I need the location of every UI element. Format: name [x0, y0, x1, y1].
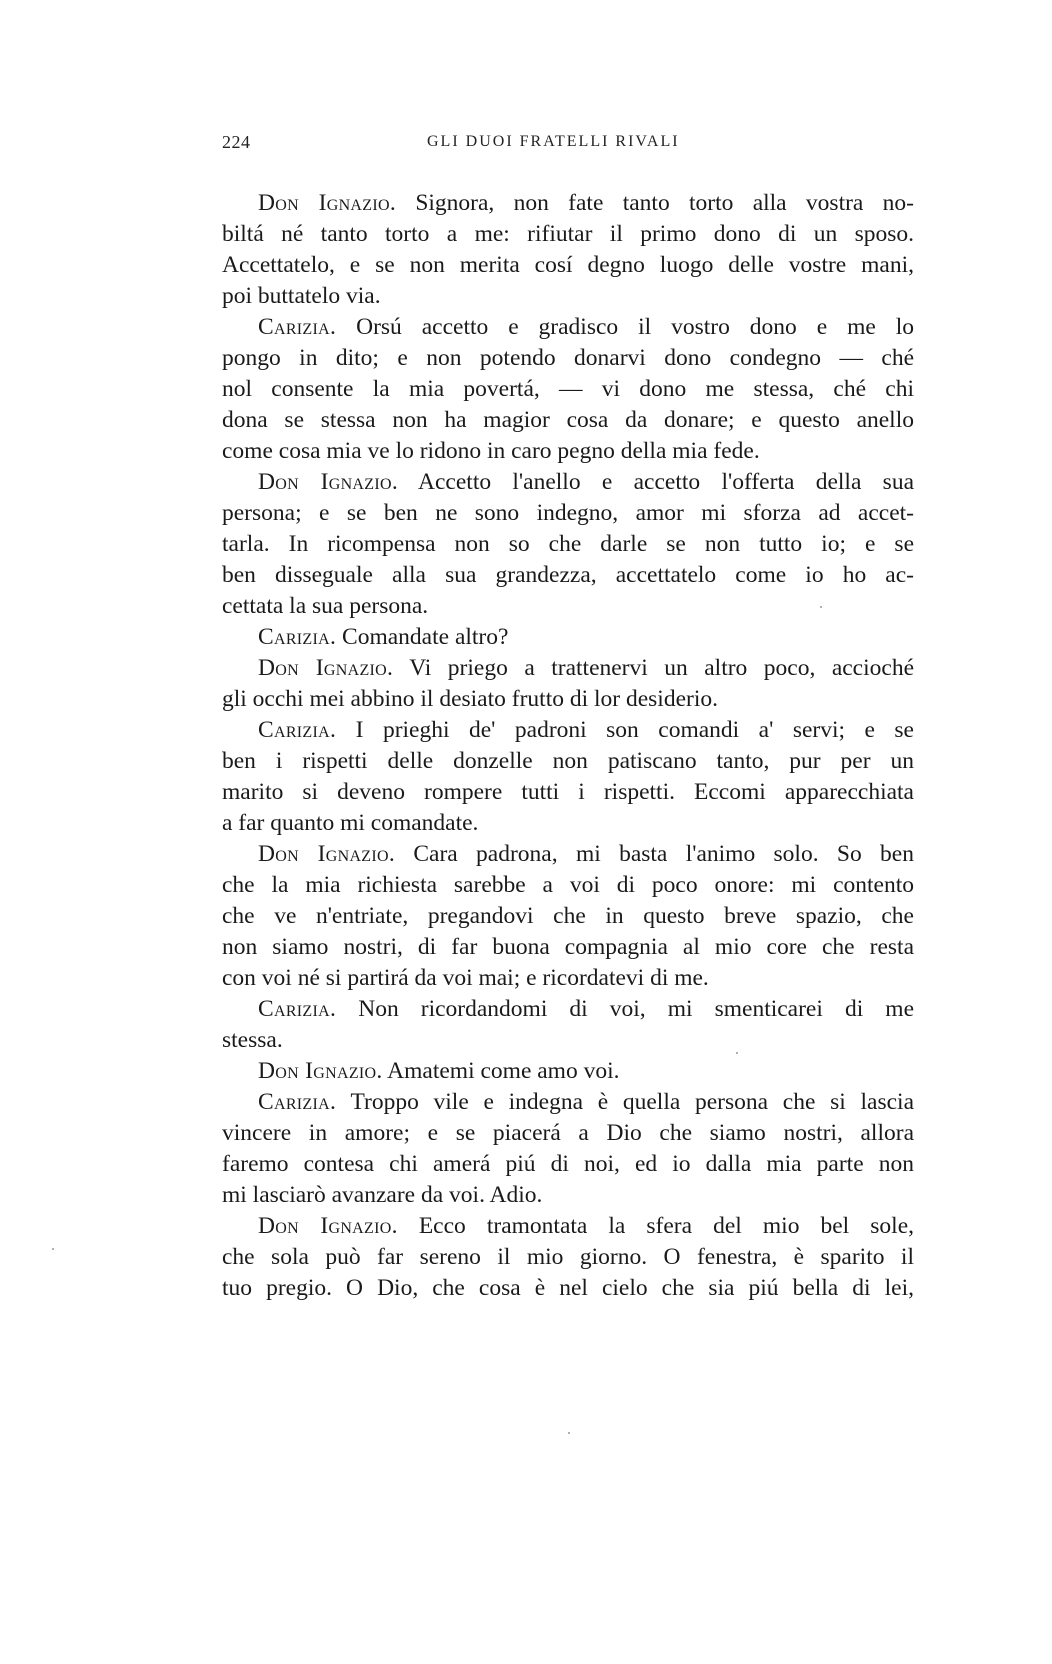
text-line [222, 374, 914, 405]
line-text: che ve n'entriate, pregandovi che in questo breve spazio, che [222, 903, 914, 929]
line-text: Comandate altro? [336, 624, 509, 650]
line-text: tarla. In ricompensa non so che darle se non tutto io; e se [222, 531, 914, 557]
line-text: che la mia richiesta sarebbe a voi di poco onore: mi contento [222, 872, 914, 898]
text-line [222, 281, 914, 312]
line-text: biltá né tanto torto a me: rifiutar il primo dono di un sposo. [222, 221, 914, 247]
text-line [222, 219, 914, 250]
speaker-name: Don Ignazio. [258, 1058, 383, 1084]
line-text: con voi né si partirá da voi mai; e ricordatevi di me. [222, 965, 709, 991]
text-line [258, 1056, 914, 1087]
line-text: a far quanto mi comandate. [222, 810, 479, 836]
text-line [222, 963, 914, 994]
page-number: 224 [222, 132, 251, 152]
speaker-name: Carizia. [258, 1089, 337, 1115]
line-text: ben i rispetti delle donzelle non patiscano tanto, pur per un [222, 748, 914, 774]
line-text: Vi priego a trattenervi un altro poco, accioché [393, 655, 914, 681]
text-line [222, 870, 914, 901]
text-line [222, 436, 914, 467]
speaker-name: Don Ignazio. [258, 655, 394, 681]
text-line [222, 591, 914, 622]
line-text: I prieghi de' padroni son comandi a' servi; e se [336, 717, 914, 743]
text-line [222, 777, 914, 808]
line-text: poi buttatelo via. [222, 283, 381, 309]
text-line [258, 467, 914, 498]
speaker-name: Carizia. [258, 717, 337, 743]
text-line [222, 1118, 914, 1149]
line-text: mi lasciarò avanzare da voi. Adio. [222, 1182, 543, 1208]
text-line [222, 684, 914, 715]
line-text: non siamo nostri, di far buona compagnia al mio core che resta [222, 934, 914, 960]
line-text: tuo pregio. O Dio, che cosa è nel cielo che sia piú bella di lei, [222, 1275, 914, 1301]
text-line [222, 343, 914, 374]
speaker-name: Carizia. [258, 314, 337, 340]
running-title: GLI DUOI FRATELLI RIVALI [427, 133, 680, 150]
text-line [258, 839, 914, 870]
line-text: dona se stessa non ha magior cosa da donare; e questo anello [222, 407, 914, 433]
line-text: Non ricordandomi di voi, mi smenticarei di me [336, 996, 914, 1022]
text-line [222, 1180, 914, 1211]
line-text: Cara padrona, mi basta l'animo solo. So ben [395, 841, 914, 867]
line-text: Ecco tramontata la sfera del mio bel sole, [397, 1213, 914, 1239]
line-text: vincere in amore; e se piacerá a Dio che siamo nostri, allora [222, 1120, 914, 1146]
text-line [222, 560, 914, 591]
line-text: ben disseguale alla sua grandezza, accettatelo come io ho ac- [222, 562, 914, 588]
text-line [222, 405, 914, 436]
scan-speck [52, 1248, 54, 1250]
text-line [258, 1211, 914, 1242]
speaker-name: Don Ignazio. [258, 190, 397, 216]
text-line [222, 1149, 914, 1180]
text-line [222, 250, 914, 281]
text-line [222, 498, 914, 529]
scan-speck [736, 1052, 738, 1054]
line-text: che sola può far sereno il mio giorno. O fenestra, è sparito il [222, 1244, 914, 1270]
line-text: nol consente la mia povertá, — vi dono me stessa, ché chi [222, 376, 914, 402]
text-line [222, 1242, 914, 1273]
text-line [222, 808, 914, 839]
text-line [258, 653, 914, 684]
text-line [222, 1025, 914, 1056]
line-text: gli occhi mei abbino il desiato frutto di lor desiderio. [222, 686, 719, 712]
text-line [222, 746, 914, 777]
text-line [222, 529, 914, 560]
text-line [258, 994, 914, 1025]
speaker-name: Don Ignazio. [258, 841, 396, 867]
speaker-name: Carizia. [258, 996, 337, 1022]
text-line [222, 932, 914, 963]
text-line [258, 715, 914, 746]
speaker-name: Carizia. [258, 624, 337, 650]
text-line [258, 1087, 914, 1118]
line-text: marito si deveno rompere tutti i rispetti. Eccomi apparecchiata [222, 779, 914, 805]
line-text: persona; e se ben ne sono indegno, amor mi sforza ad accet- [222, 500, 914, 526]
speaker-name: Don Ignazio. [258, 469, 399, 495]
line-text: Amatemi come amo voi. [382, 1058, 620, 1084]
text-line [258, 622, 914, 653]
text-line [258, 188, 914, 219]
scan-speck [568, 1432, 570, 1434]
line-text: Accetto l'anello e accetto l'offerta della sua [398, 469, 915, 495]
text-line [222, 1273, 914, 1304]
speaker-name: Don Ignazio. [258, 1213, 398, 1239]
line-text: stessa. [222, 1027, 283, 1053]
running-head [222, 132, 914, 156]
line-text: pongo in dito; e non potendo donarvi dono condegno — ché [222, 345, 914, 371]
scan-speck [820, 606, 822, 608]
text-line [222, 901, 914, 932]
line-text: Accettatelo, e se non merita cosí degno luogo delle vostre mani, [222, 252, 914, 278]
line-text: Troppo vile e indegna è quella persona che si lascia [336, 1089, 914, 1115]
line-text: cettata la sua persona. [222, 593, 429, 619]
line-text: Orsú accetto e gradisco il vostro dono e me lo [336, 314, 914, 340]
line-text: Signora, non fate tanto torto alla vostra no- [396, 190, 914, 216]
text-line [258, 312, 914, 343]
line-text: faremo contesa chi amerá piú di noi, ed io dalla mia parte non [222, 1151, 914, 1177]
line-text: come cosa mia ve lo ridono in caro pegno della mia fede. [222, 438, 760, 464]
